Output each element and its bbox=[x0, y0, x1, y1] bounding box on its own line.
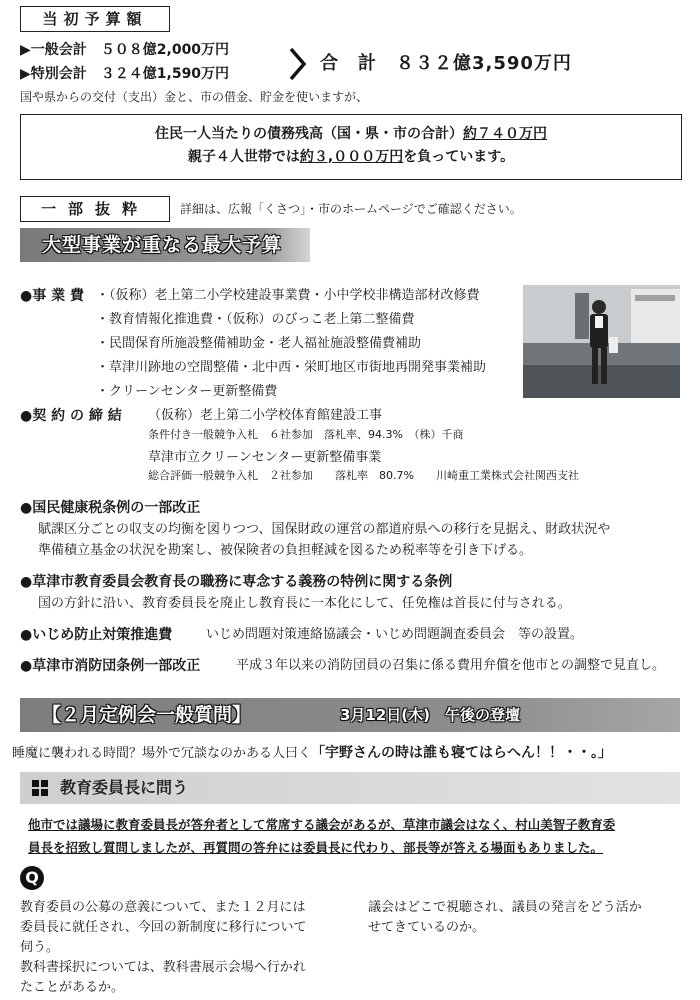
question-line: 教育委員の公募の意義について、また１２月には bbox=[20, 900, 306, 915]
banner-general-question bbox=[20, 698, 680, 732]
intro-line-1: 他市では議場に教育委員長が答弁者として常席する議会があるが、草津市議会はなく、村山美智子教育委 bbox=[28, 817, 616, 832]
debt-line-2 bbox=[21, 145, 681, 169]
question-left bbox=[20, 898, 350, 998]
question-icon: Q bbox=[20, 866, 44, 890]
kyouikucho-body: 国の方針に沿い、教育委員長を廃止し教育長に一本化にして、任免権は首長に付与される。 bbox=[38, 596, 571, 611]
contract-1-detail: 条件付き一般競争入札 ６社参加 落札率、94.3% （株）千商 bbox=[148, 428, 464, 441]
photo-councilor bbox=[523, 285, 680, 398]
banner-general-question-title: 【２月定例会一般質問】 bbox=[42, 704, 252, 726]
banner-largest-budget-text: 大型事業が重なる最大予算 bbox=[42, 234, 283, 256]
budget-note: 国や県からの交付（支出）金と、市の借金、貯金を使いますが、 bbox=[20, 90, 369, 104]
list-item: ・教育情報化推進費・（仮称）のびっこ老上第二整備費 bbox=[96, 312, 415, 327]
question-line: 伺う。 bbox=[20, 940, 60, 955]
kokuho-head: ●国民健康税条例の一部改正 bbox=[20, 500, 201, 516]
grid-icon bbox=[32, 780, 48, 796]
list-item: ・民間保育所施設整備補助金・老人福祉施設整備費補助 bbox=[96, 336, 422, 351]
question-line: 委員長に就任され、今回の新制度に移行について bbox=[20, 920, 307, 935]
shobo-head: ●草津市消防団条例一部改正 bbox=[20, 658, 201, 674]
banner-largest-budget bbox=[20, 228, 310, 262]
question-line: せてきているのか。 bbox=[368, 920, 486, 935]
debt-line-1 bbox=[21, 123, 681, 145]
excerpt-label: 一部抜粋 bbox=[20, 196, 170, 222]
intro-line-2: 員長を招致し質問しましたが、再質問の答弁には委員長に代わり、部長等が答える場面もありました。 bbox=[28, 840, 604, 855]
quote-lead: 睡魔に襲われる時間？場外で冗談なのかある人曰く bbox=[12, 746, 312, 761]
kokuho-body-1: 賦課区分ごとの収支の均衡を図りつつ、国保財政の運営の都道府県への移行を見据え、財政状況や bbox=[38, 522, 611, 537]
banner-general-question-date: 3月12日(木) 午後の登壇 bbox=[340, 706, 521, 724]
list-item: ・クリーンセンター更新整備費 bbox=[96, 384, 278, 399]
jigyo-head: ●事 業 費 bbox=[20, 288, 84, 304]
total-budget: 合 計 ８３２億3,590万円 bbox=[320, 53, 572, 74]
question-line: 議会はどこで視聴され、議員の発言をどう活か bbox=[368, 900, 642, 915]
quote-line bbox=[12, 743, 700, 764]
keiyaku-head: ●契 約 の 締 結 bbox=[20, 408, 122, 424]
contract-2-title: 草津市立クリーンセンター更新整備事業 bbox=[148, 450, 382, 465]
contract-1-title: （仮称）老上第二小学校体育館建設工事 bbox=[148, 408, 383, 423]
special-account: ▶特別会計 ３２４億1,590万円 bbox=[20, 66, 230, 82]
general-account: ▶一般会計 ５０８億2,000万円 bbox=[20, 42, 230, 58]
question-line: 教科書採択については、教科書展示会場へ行かれ bbox=[20, 960, 306, 975]
debt-family-suffix: を負っています。 bbox=[403, 149, 515, 165]
section-title: 教育委員長に問う bbox=[60, 778, 189, 797]
list-item: ・草津川跡地の空間整備・北中西・栄町地区市街地再開発事業補助 bbox=[96, 360, 487, 375]
question-line: たことがあるか。 bbox=[20, 980, 125, 995]
debt-per-person-label: 住民一人当たりの債務残高（国・県・市の合計） bbox=[155, 126, 463, 142]
debt-box bbox=[20, 114, 682, 180]
kyouikucho-head: ●草津市教育委員会教育長の職務に専念する義務の特例に関する条例 bbox=[20, 574, 453, 590]
brace-arrow-icon bbox=[288, 46, 308, 82]
excerpt-note: 詳細は、広報「くさつ」・市のホームページでご確認ください。 bbox=[180, 202, 522, 216]
kokuho-body-2: 準備積立基金の状況を勘案し、被保険者の負担軽減を図るため税率等を引き下げる。 bbox=[38, 543, 533, 558]
debt-family-label: 親子４人世帯では bbox=[187, 149, 300, 165]
jigyo-list bbox=[96, 286, 516, 402]
contract-2-detail: 総合評価一般競争入札 ２社参加 落札率 80.7% 川崎重工業株式会社関西支社 bbox=[148, 469, 579, 482]
budget-label: 当初予算額 bbox=[20, 6, 170, 32]
quote-emphasis: 「宇野さんの時は誰も寝てはらへん！！・・。」 bbox=[311, 745, 613, 761]
shobo-body: 平成３年以来の消防団員の召集に係る費用弁償を他市との調整で見直し。 bbox=[236, 658, 666, 673]
debt-per-person-amount: 約７４０万円 bbox=[463, 126, 547, 142]
question-right bbox=[368, 898, 688, 938]
photo-illustration bbox=[523, 285, 680, 398]
ijime-body: いじめ問題対策連絡協議会・いじめ問題調査委員会 等の設置。 bbox=[206, 627, 584, 642]
section-heading bbox=[20, 772, 680, 804]
ijime-head: ●いじめ防止対策推進費 bbox=[20, 627, 173, 643]
debt-family-amount: 約３,０００万円 bbox=[299, 149, 404, 165]
list-item: ・（仮称）老上第二小学校建設事業費・小中学校非構造部材改修費 bbox=[96, 288, 480, 303]
